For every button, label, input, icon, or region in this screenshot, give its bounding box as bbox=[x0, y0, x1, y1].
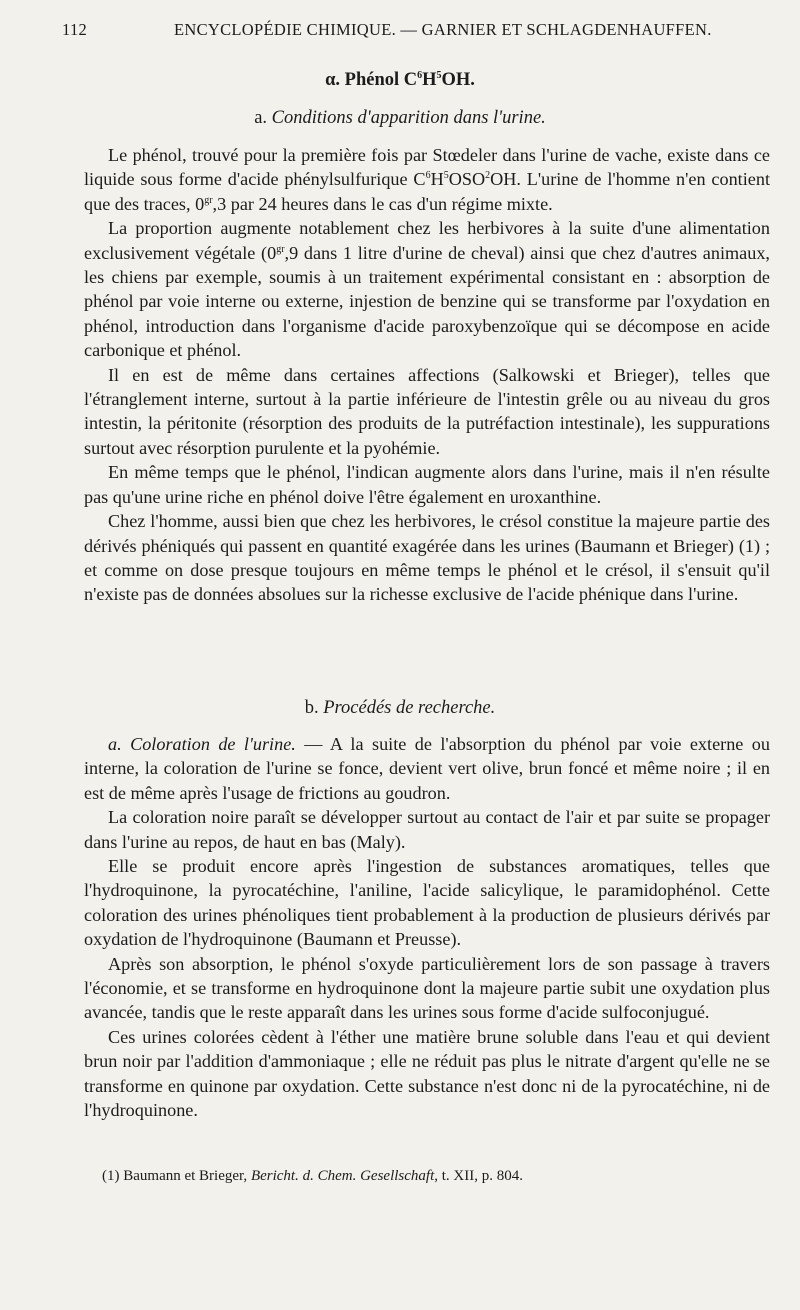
footnote: (1) Baumann et Brieger, Bericht. d. Chem. Gesellschaft, t. XII, p. 804. bbox=[102, 1168, 523, 1184]
paragraph: Le phénol, trouvé pour la première fois par Stœdeler dans l'urine de vache, existe dans ce liquide sous forme d'acide phénylsulfurique $C^6H^5OSO^2OH$. L'urine de l'homme n'en contient que des traces, $0^{gr},3$ par 24 heures dans le cas d'un régime mixte. bbox=[84, 145, 770, 214]
paragraph: En même temps que le phénol, l'indican augmente alors dans l'urine, mais il n'en résulte pas qu'une urine riche en phénol doive l'être également en uroxanthine. bbox=[84, 462, 770, 507]
paragraph: La coloration noire paraît se développer surtout au contact de l'air et par suite se propager dans l'urine au repos, de haut en bas (Maly). bbox=[84, 807, 770, 852]
section-a-heading: a. Conditions d'apparition dans l'urine. bbox=[254, 108, 546, 128]
running-title: ENCYCLOPÉDIE CHIMIQUE. — GARNIER ET SCHLAGDENHAUFFEN. bbox=[174, 20, 712, 39]
paragraph: Ces urines colorées cèdent à l'éther une matière brune soluble dans l'eau et qui devient brun noir par l'addition d'ammoniaque ; elle ne réduit pas plus le nitrate d'argent qu'elle ne se transforme en quinone par oxydation. Cette substance n'est donc ni de la pyrocatéchine, ni de l'hydroquinone. bbox=[84, 1026, 770, 1121]
page-number: 112 bbox=[62, 20, 88, 39]
paragraph: Après son absorption, le phénol s'oxyde particulièrement lors de son passage à travers l'économie, et se transforme en hydroquinone dont la majeure partie subit une oxydation plus avancée, tandis que le reste apparaît dans les urines sous forme d'acide sulfoconjugué. bbox=[84, 953, 770, 1023]
article-title: α. Phénol $C^6H^5OH$. bbox=[325, 70, 475, 91]
running-header bbox=[62, 20, 762, 46]
paragraph: Chez l'homme, aussi bien que chez les herbivores, le crésol constitue la majeure partie des dérivés phéniqués qui passent en quantité exagérée dans les urines (Baumann et Brieger) (1) ; et comme on dose presque toujours en même temps le phénol et le crésol, il s'ensuit qu'il n'existe pas de données absolues sur la richesse exclusive de l'acide phénique dans l'urine. bbox=[84, 511, 770, 605]
paragraph: La proportion augmente notablement chez les herbivores à la suite d'une alimentation exclusivement végétale ($0^{gr},9$ dans 1 litre d'urine de cheval) ainsi que chez d'autres animaux, les chiens par exemple, soumis à un traitement expérimental consistant en : absorption de phénol par voie interne ou externe, injestion de benzine qui se transforme par l'oxydation en phénol, introduction dans l'organisme d'acide paroxybenzoïque qui se décompose en acide carbonique et phénol. bbox=[84, 218, 770, 361]
paragraph: Elle se produit encore après l'ingestion de substances aromatiques, telles que l'hydroquinone, la pyrocatéchine, l'aniline, l'acide salicylique, le paramidophénol. Cette coloration des urines phénoliques tient probablement à la production de plusieurs dérivés par oxydation de l'hydroquinone (Baumann et Preusse). bbox=[84, 856, 770, 950]
section-b-heading: b. Procédés de recherche. bbox=[304, 698, 496, 718]
section-a-body bbox=[84, 143, 770, 607]
section-b-body bbox=[84, 732, 770, 1123]
paragraph: a. Coloration de l'urine. — A la suite de l'absorption du phénol par voie externe ou interne, la coloration de l'urine se fonce, devient vert olive, brun foncé et même noire ; il en est de même après l'usage de frictions au goudron. bbox=[84, 734, 770, 803]
paragraph: Il en est de même dans certaines affections (Salkowski et Brieger), telles que l'étranglement interne, surtout à la partie inférieure de l'intestin grêle ou au niveau du gros intestin, la péritonite (résorption des produits de la putréfaction intestinale), les suppurations surtout avec résorption purulente et la pyohémie. bbox=[84, 364, 770, 458]
